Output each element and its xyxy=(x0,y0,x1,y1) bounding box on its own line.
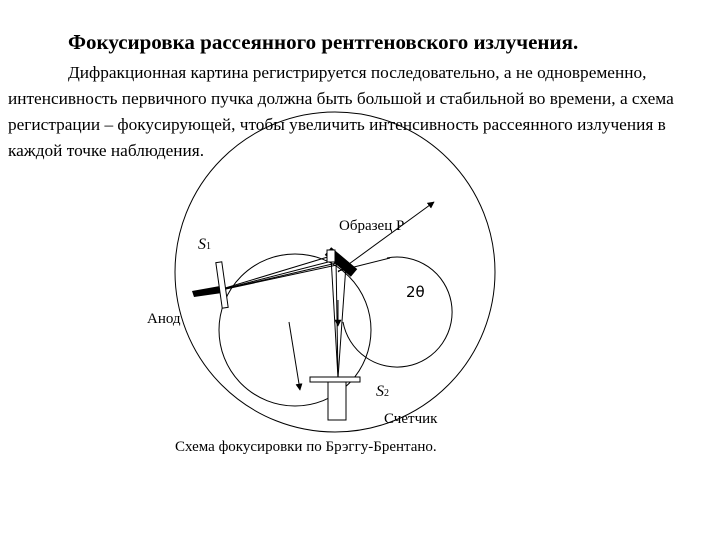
two-theta-arc xyxy=(343,257,452,367)
description-paragraph: Дифракционная картина регистрируется последовательно, а не одновременно, интенсивность первичного пучка должна быть большой и стабильной во времени, а схема регистрации – фокусирующей, чтобы увеличить интенсивность рассеянного излучения в каждой точке наблюдения. xyxy=(8,63,674,160)
incident-beam xyxy=(212,256,346,292)
slit-s1 xyxy=(216,262,228,308)
sample-label: Образец P xyxy=(339,218,405,234)
motion-arrow xyxy=(289,322,300,390)
slit-s2-label: S2 xyxy=(376,383,389,400)
slit-s1-label: S1 xyxy=(198,236,211,253)
slit-s2 xyxy=(310,377,360,382)
slit-s1-subscript: 1 xyxy=(206,241,211,252)
anode xyxy=(192,286,222,297)
counter xyxy=(328,382,346,420)
angle-label: 2θ xyxy=(406,283,425,301)
slit-s2-subscript: 2 xyxy=(384,388,389,399)
focusing-circle xyxy=(219,254,371,406)
sample-holder xyxy=(327,250,335,262)
slide-title: Фокусировка рассеянного рентгеновского излучения. xyxy=(68,30,579,54)
anode-label: Анод xyxy=(147,311,181,327)
counter-label: Счетчик xyxy=(384,411,438,427)
diagram-caption: Схема фокусировки по Брэггу-Брентано. xyxy=(175,439,437,455)
